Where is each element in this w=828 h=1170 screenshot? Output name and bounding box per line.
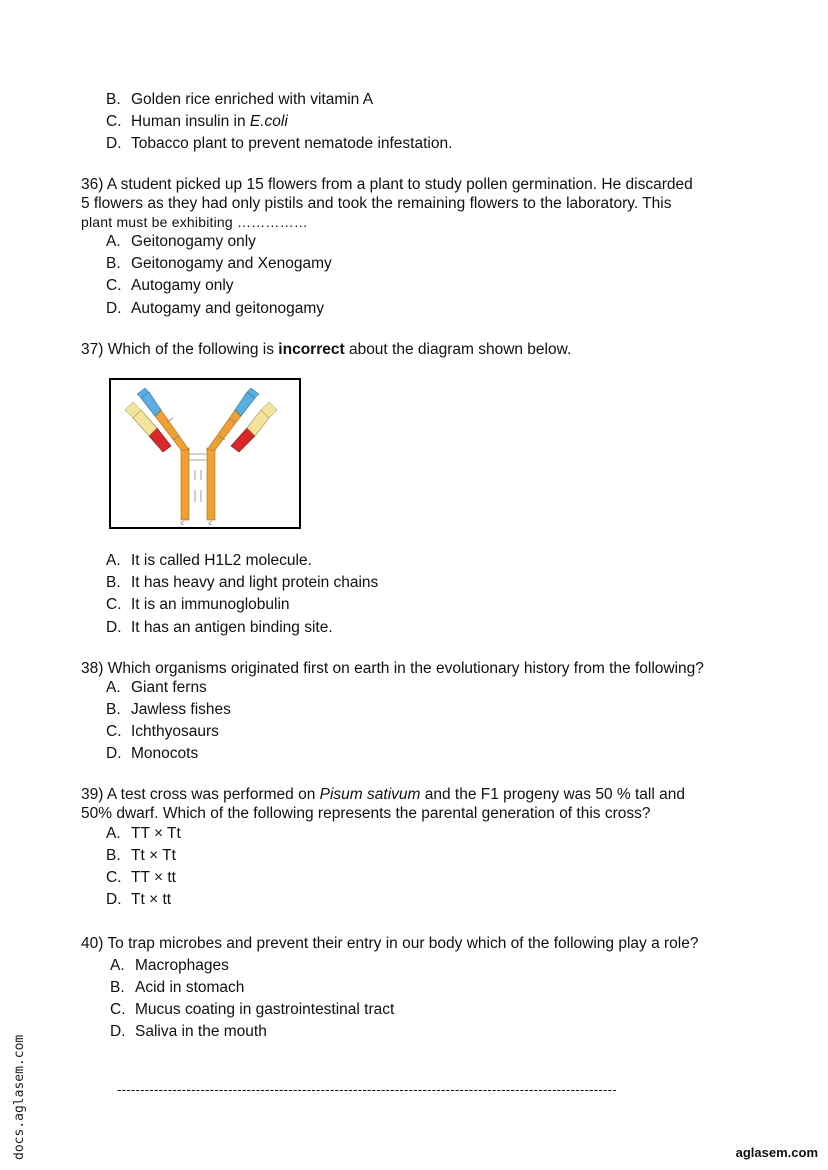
q39-option-c: C. TT × tt (106, 869, 176, 886)
heavy-chain-stem-left (181, 448, 189, 520)
footer-brand[interactable]: aglasem.com (735, 1145, 818, 1160)
q39-line2: 50% dwarf. Which of the following represents the parental generation of this cross? (81, 805, 651, 822)
q35-option-b: B. Golden rice enriched with vitamin A (106, 91, 374, 108)
q39-line1: 39) A test cross was performed on Pisum sativum and the F1 progeny was 50 % tall and (81, 786, 685, 803)
q37-option-b: B. It has heavy and light protein chains (106, 574, 379, 591)
q37-question: 37) Which of the following is incorrect about the diagram shown below. (81, 341, 572, 358)
q37-option-d: D. It has an antigen binding site. (106, 619, 333, 636)
q36-option-b: B. Geitonogamy and Xenogamy (106, 255, 332, 272)
q38-option-c: C. Ichthyosaurs (106, 723, 219, 740)
q40-option-c: C. Mucus coating in gastrointestinal tract (110, 1001, 395, 1018)
q40-option-a: A. Macrophages (110, 957, 229, 974)
q35-option-c: C. Human insulin in E.coli (106, 113, 288, 130)
c-terminal-label-left: c (181, 519, 185, 526)
q36-option-c: C. Autogamy only (106, 277, 234, 294)
c-terminal-label-right: c (209, 519, 213, 526)
heavy-chain-stem-right (207, 448, 215, 520)
end-separator: ------------------------------------------------------------------------------------------------------------ (117, 1082, 617, 1097)
q38-option-b: B. Jawless fishes (106, 701, 231, 718)
q35-option-d: D. Tobacco plant to prevent nematode infestation. (106, 135, 453, 152)
q39-option-a: A. TT × Tt (106, 825, 181, 842)
antibody-svg (111, 380, 298, 526)
q36-line1: 36) A student picked up 15 flowers from a plant to study pollen germination. He discarded (81, 176, 693, 193)
q40-option-b: B. Acid in stomach (110, 979, 245, 996)
q38-option-a: A. Giant ferns (106, 679, 207, 696)
q40-question: 40) To trap microbes and prevent their entry in our body which of the following play a role? (81, 935, 699, 952)
q37-option-a: A. It is called H1L2 molecule. (106, 552, 312, 569)
q37-option-c: C. It is an immunoglobulin (106, 596, 290, 613)
q38-option-d: D. Monocots (106, 745, 199, 762)
q40-option-d: D. Saliva in the mouth (110, 1023, 267, 1040)
q39-option-b: B. Tt × Tt (106, 847, 176, 864)
side-watermark: docs.aglasem.com (12, 1034, 27, 1160)
q36-line2: 5 flowers as they had only pistils and took the remaining flowers to the laboratory. This (81, 195, 672, 212)
q36-option-d: D. Autogamy and geitonogamy (106, 300, 325, 317)
q36-line3: plant must be exhibiting …………… (81, 214, 308, 230)
q36-option-a: A. Geitonogamy only (106, 233, 256, 250)
q38-question: 38) Which organisms originated first on earth in the evolutionary history from the following? (81, 660, 704, 677)
antibody-diagram (109, 378, 301, 529)
q39-option-d: D. Tt × tt (106, 891, 172, 908)
